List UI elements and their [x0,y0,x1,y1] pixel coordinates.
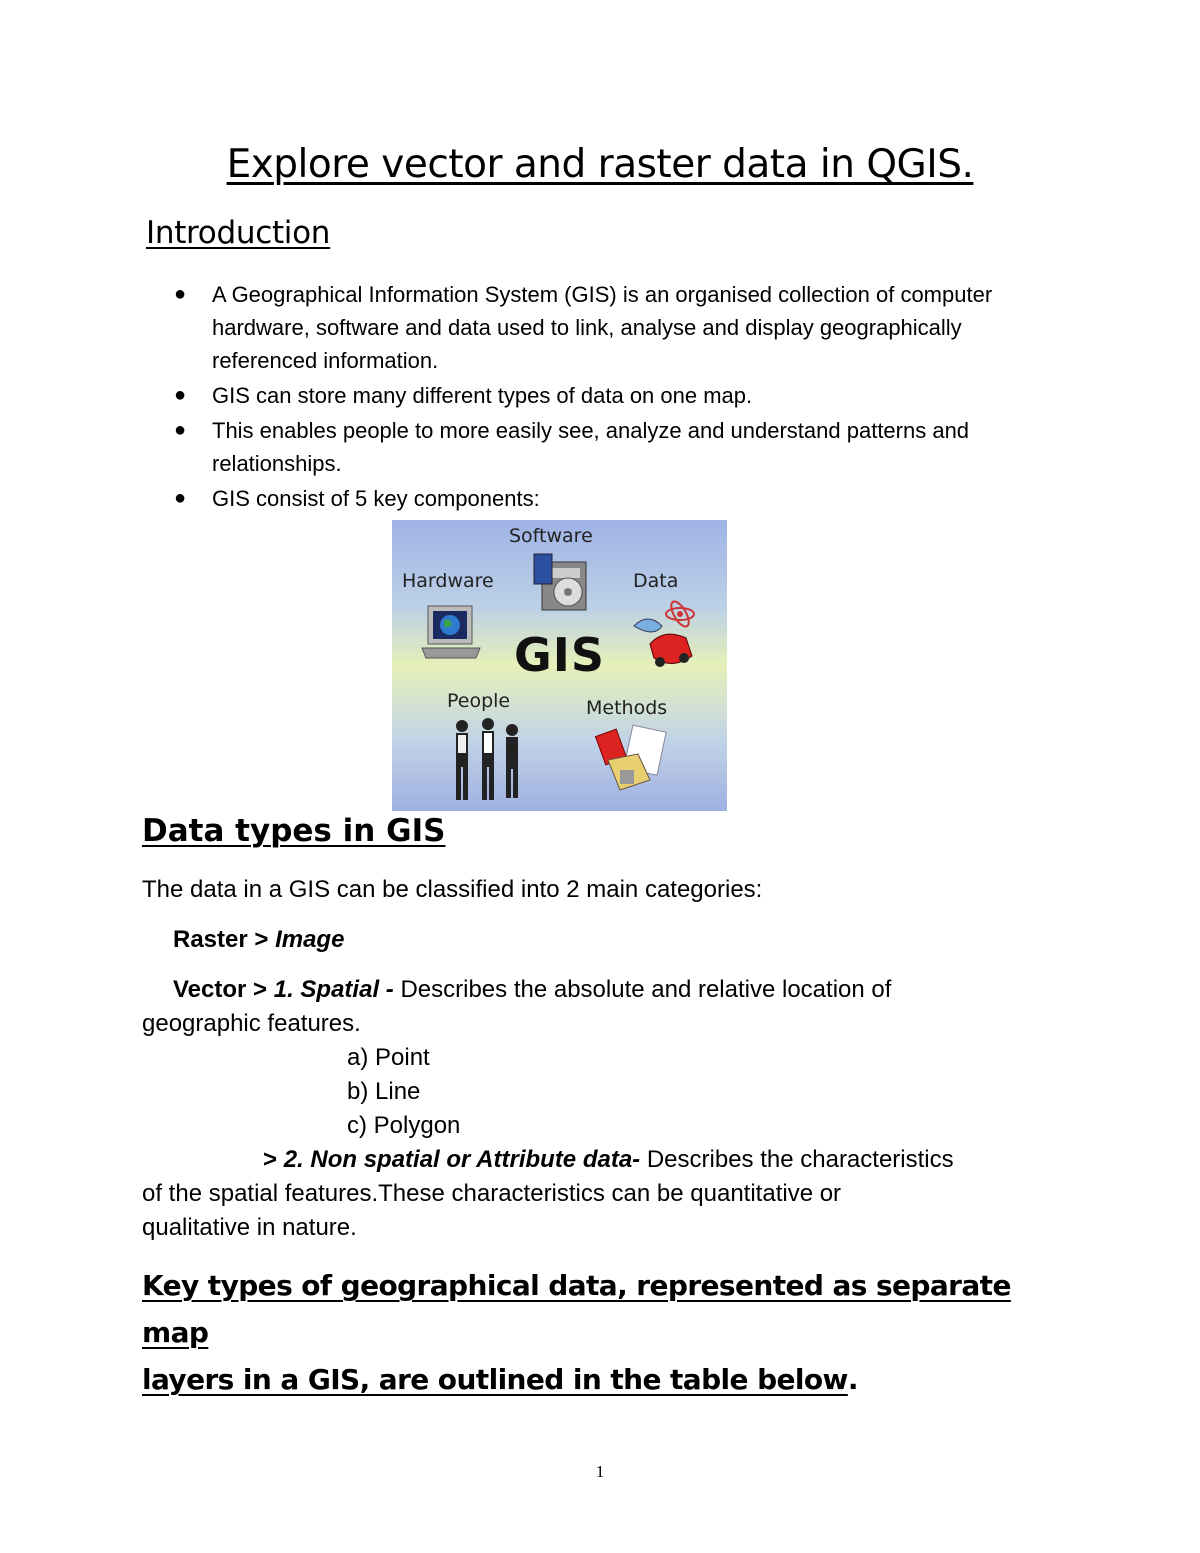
page-number: 1 [595,1462,605,1481]
bullet-icon: ● [174,384,187,406]
spatial-description: Describes the absolute and relative location of [400,976,892,1003]
hardware-label: Hardware [402,570,494,592]
key-heading-line1: Key types of geographical data, represented as separate map [142,1269,1011,1349]
software-label: Software [509,525,593,547]
methods-label: Methods [586,697,668,719]
raster-line [173,923,344,957]
spatial-item-point: a) Point [347,1044,430,1071]
spatial-description-cont: geographic features. [142,1010,361,1037]
software-icon [532,548,602,614]
bullet-item: ● This enables people to more easily see, analyze and understand patterns and relationships. [174,414,1054,480]
nonspatial-line [263,1143,954,1177]
gis-center-label: GIS [514,628,606,682]
spatial-item-polygon: c) Polygon [347,1112,461,1139]
document-title: Explore vector and raster data in QGIS. [226,142,974,187]
bullet-item: ● A Geographical Information System (GIS) is an organised collection of computer hardware, software and data used to link, analyse and display geographically referenced information. [174,278,1054,377]
vector-label: Vector > [173,976,268,1003]
data-types-heading: Data types in GIS [142,813,446,849]
spatial-item-line: b) Line [347,1078,421,1105]
key-heading-period: . [847,1363,858,1396]
bullet-icon: ● [174,487,187,509]
people-icon [444,716,534,806]
data-types-intro: The data in a GIS can be classified into 2 main categories: [142,876,763,903]
bullet-item: ● GIS consist of 5 key components: [174,482,1054,515]
raster-value: Image [275,926,345,953]
bullet-item: ● GIS can store many different types of data on one map. [174,379,1054,412]
key-types-heading [142,1262,1062,1403]
nonspatial-label: 2. Non spatial or Attribute data- [283,1146,641,1173]
key-heading-line2: layers in a GIS, are outlined in the table below [142,1363,848,1396]
people-label: People [447,690,511,712]
nonspatial-prefix: > [263,1146,278,1173]
vector-line [173,973,891,1007]
data-icon [628,596,708,676]
gis-components-figure [392,520,727,811]
nonspatial-description-end: qualitative in nature. [142,1214,357,1241]
computer-icon [420,602,484,664]
nonspatial-description-cont: of the spatial features.These characteristics can be quantitative or [142,1180,842,1207]
nonspatial-description: Describes the characteristics [646,1146,954,1173]
intro-bullet-list [174,278,1054,517]
bullet-icon: ● [174,283,187,305]
data-label: Data [633,570,679,592]
bullet-icon: ● [174,419,187,441]
introduction-heading: Introduction [146,215,331,251]
spatial-label: 1. Spatial - [273,976,394,1003]
raster-label: Raster > [173,926,269,953]
methods-icon [594,724,674,794]
